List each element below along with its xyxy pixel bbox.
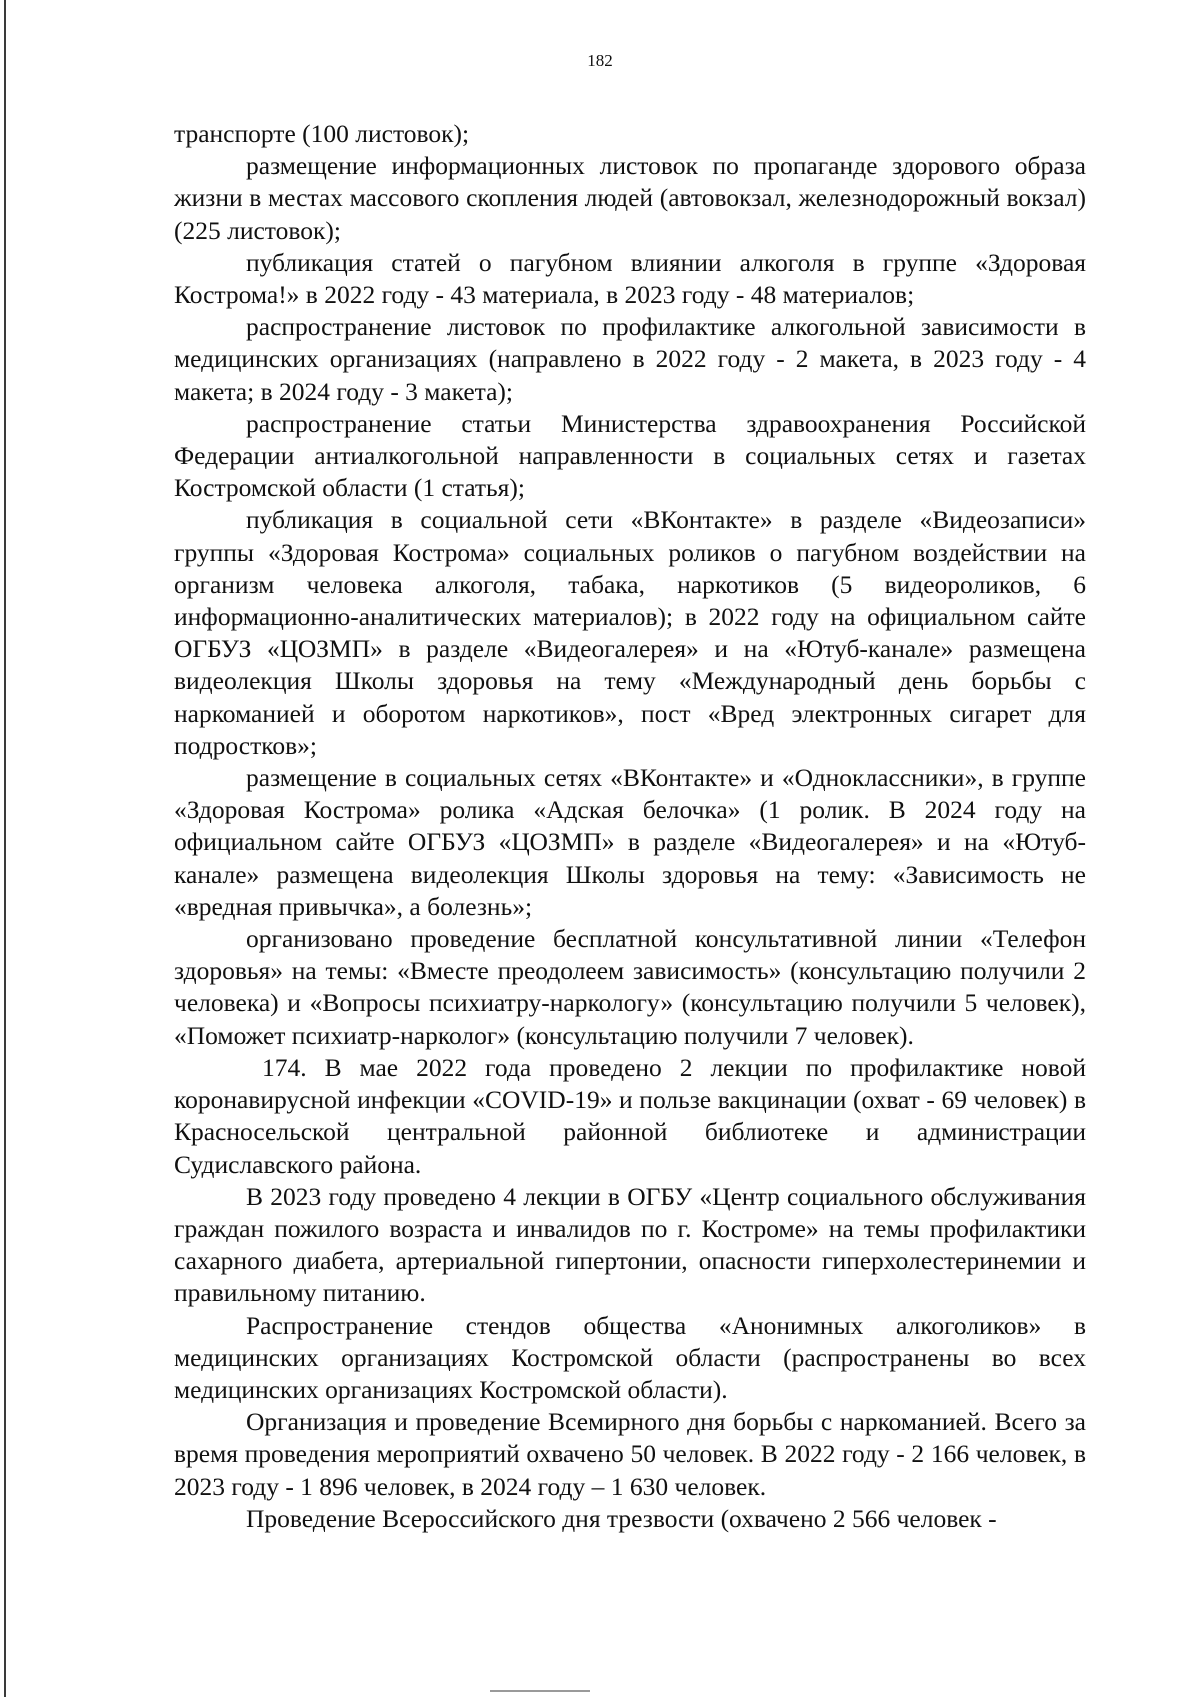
paragraph-leaflets-placement: размещение информационных листовок по пропаганде здорового образа жизни в местах массового скопления людей (автовокзал, железнодорожный вокзал) (225 листовок); xyxy=(174,151,1086,245)
paragraph-lectures-2023: В 2023 году проведено 4 лекции в ОГБУ «Центр социального обслуживания граждан пожилого возраста и инвалидов по г. Костроме» на темы профилактики сахарного диабета, артериальной гипертонии, опасности гиперхолестеринемии и правильному питанию. xyxy=(174,1181,1086,1308)
paragraph-item-174: 174. В мае 2022 года проведено 2 лекции по профилактике новой коронавирусной инфекции «COVID-19» и пользе вакцинации (охват - 69 человек) в Красносельской центральной районной библиотеке и администрации Судиславского района. xyxy=(174,1052,1086,1179)
paragraph-social-networks-video: размещение в социальных сетях «ВКонтакте» и «Одноклассники», в группе «Здоровая Кострома» ролика «Адская белочка» (1 ролик. В 2024 году на официальном сайте ОГБУЗ «ЦОЗМП» в разделе «Видеогалерея» и на «Ютуб-канале» размещена видеолекция Школы здоровья на тему: «Зависимость не «вредная привычка», а болезнь»; xyxy=(174,763,1086,921)
paragraph-leaflets-distribution: распространение листовок по профилактике алкогольной зависимости в медицинских организациях (направлено в 2022 году - 2 макета, в 2023 году - 4 макета; в 2024 году - 3 макета); xyxy=(174,312,1086,406)
paragraph-anti-drug-day: Организация и проведение Всемирного дня борьбы с наркоманией. Всего за время проведения мероприятий охвачено 50 человек. В 2022 году - 2 166 человек, в 2023 году - 1 896 человек, в 2024 году – 1 630 человек. xyxy=(174,1407,1086,1501)
page-number: 182 xyxy=(587,51,613,70)
paragraph-health-hotline: организовано проведение бесплатной консультативной линии «Телефон здоровья» на темы: «Вместе преодолеем зависимость» (консультацию получили 2 человека) и «Вопросы психиатру-наркологу» (консультацию получили 5 человек), «Поможет психиатр-нарколог» (консультацию получили 7 человек). xyxy=(174,924,1086,1050)
paragraph-ministry-article: распространение статьи Министерства здравоохранения Российской Федерации антиалкогольной направленности в социальных сетях и газетах Костромской области (1 статья); xyxy=(174,408,1086,503)
paragraph-sobriety-day: Проведение Всероссийского дня трезвости (охвачено 2 566 человек - xyxy=(246,1503,997,1533)
paragraph-continuation: транспорте (100 листовок); xyxy=(174,119,470,148)
paragraph-vkontakte-publication: публикация в социальной сети «ВКонтакте» в разделе «Видеозаписи» группы «Здоровая Кострома» социальных роликов о пагубном воздействии на организм человека алкоголя, табака, наркотиков (5 видеороликов, 6 информационно-аналитических материалов); в 2022 году на официальном сайте ОГБУЗ «ЦОЗМП» в разделе «Видеогалерея» и на «Ютуб-канале» размещена видеолекция Школы здоровья на тему «Международный день борьбы с наркоманией и оборотом наркотиков», пост «Вред электронных сигарет для подростков»; xyxy=(174,505,1086,760)
scan-bottom-mark xyxy=(490,1690,590,1692)
paragraph-articles-alcohol: публикация статей о пагубном влиянии алкоголя в группе «Здоровая Кострома!» в 2022 году - 43 материала, в 2023 году - 48 материалов; xyxy=(174,247,1086,310)
paragraph-aa-stands: Распространение стендов общества «Анонимных алкоголиков» в медицинских организациях Костромской области (распространены во всех медицинских организациях Костромской области). xyxy=(174,1310,1086,1404)
document-body xyxy=(174,118,1086,1535)
scan-edge-line xyxy=(4,0,6,1697)
